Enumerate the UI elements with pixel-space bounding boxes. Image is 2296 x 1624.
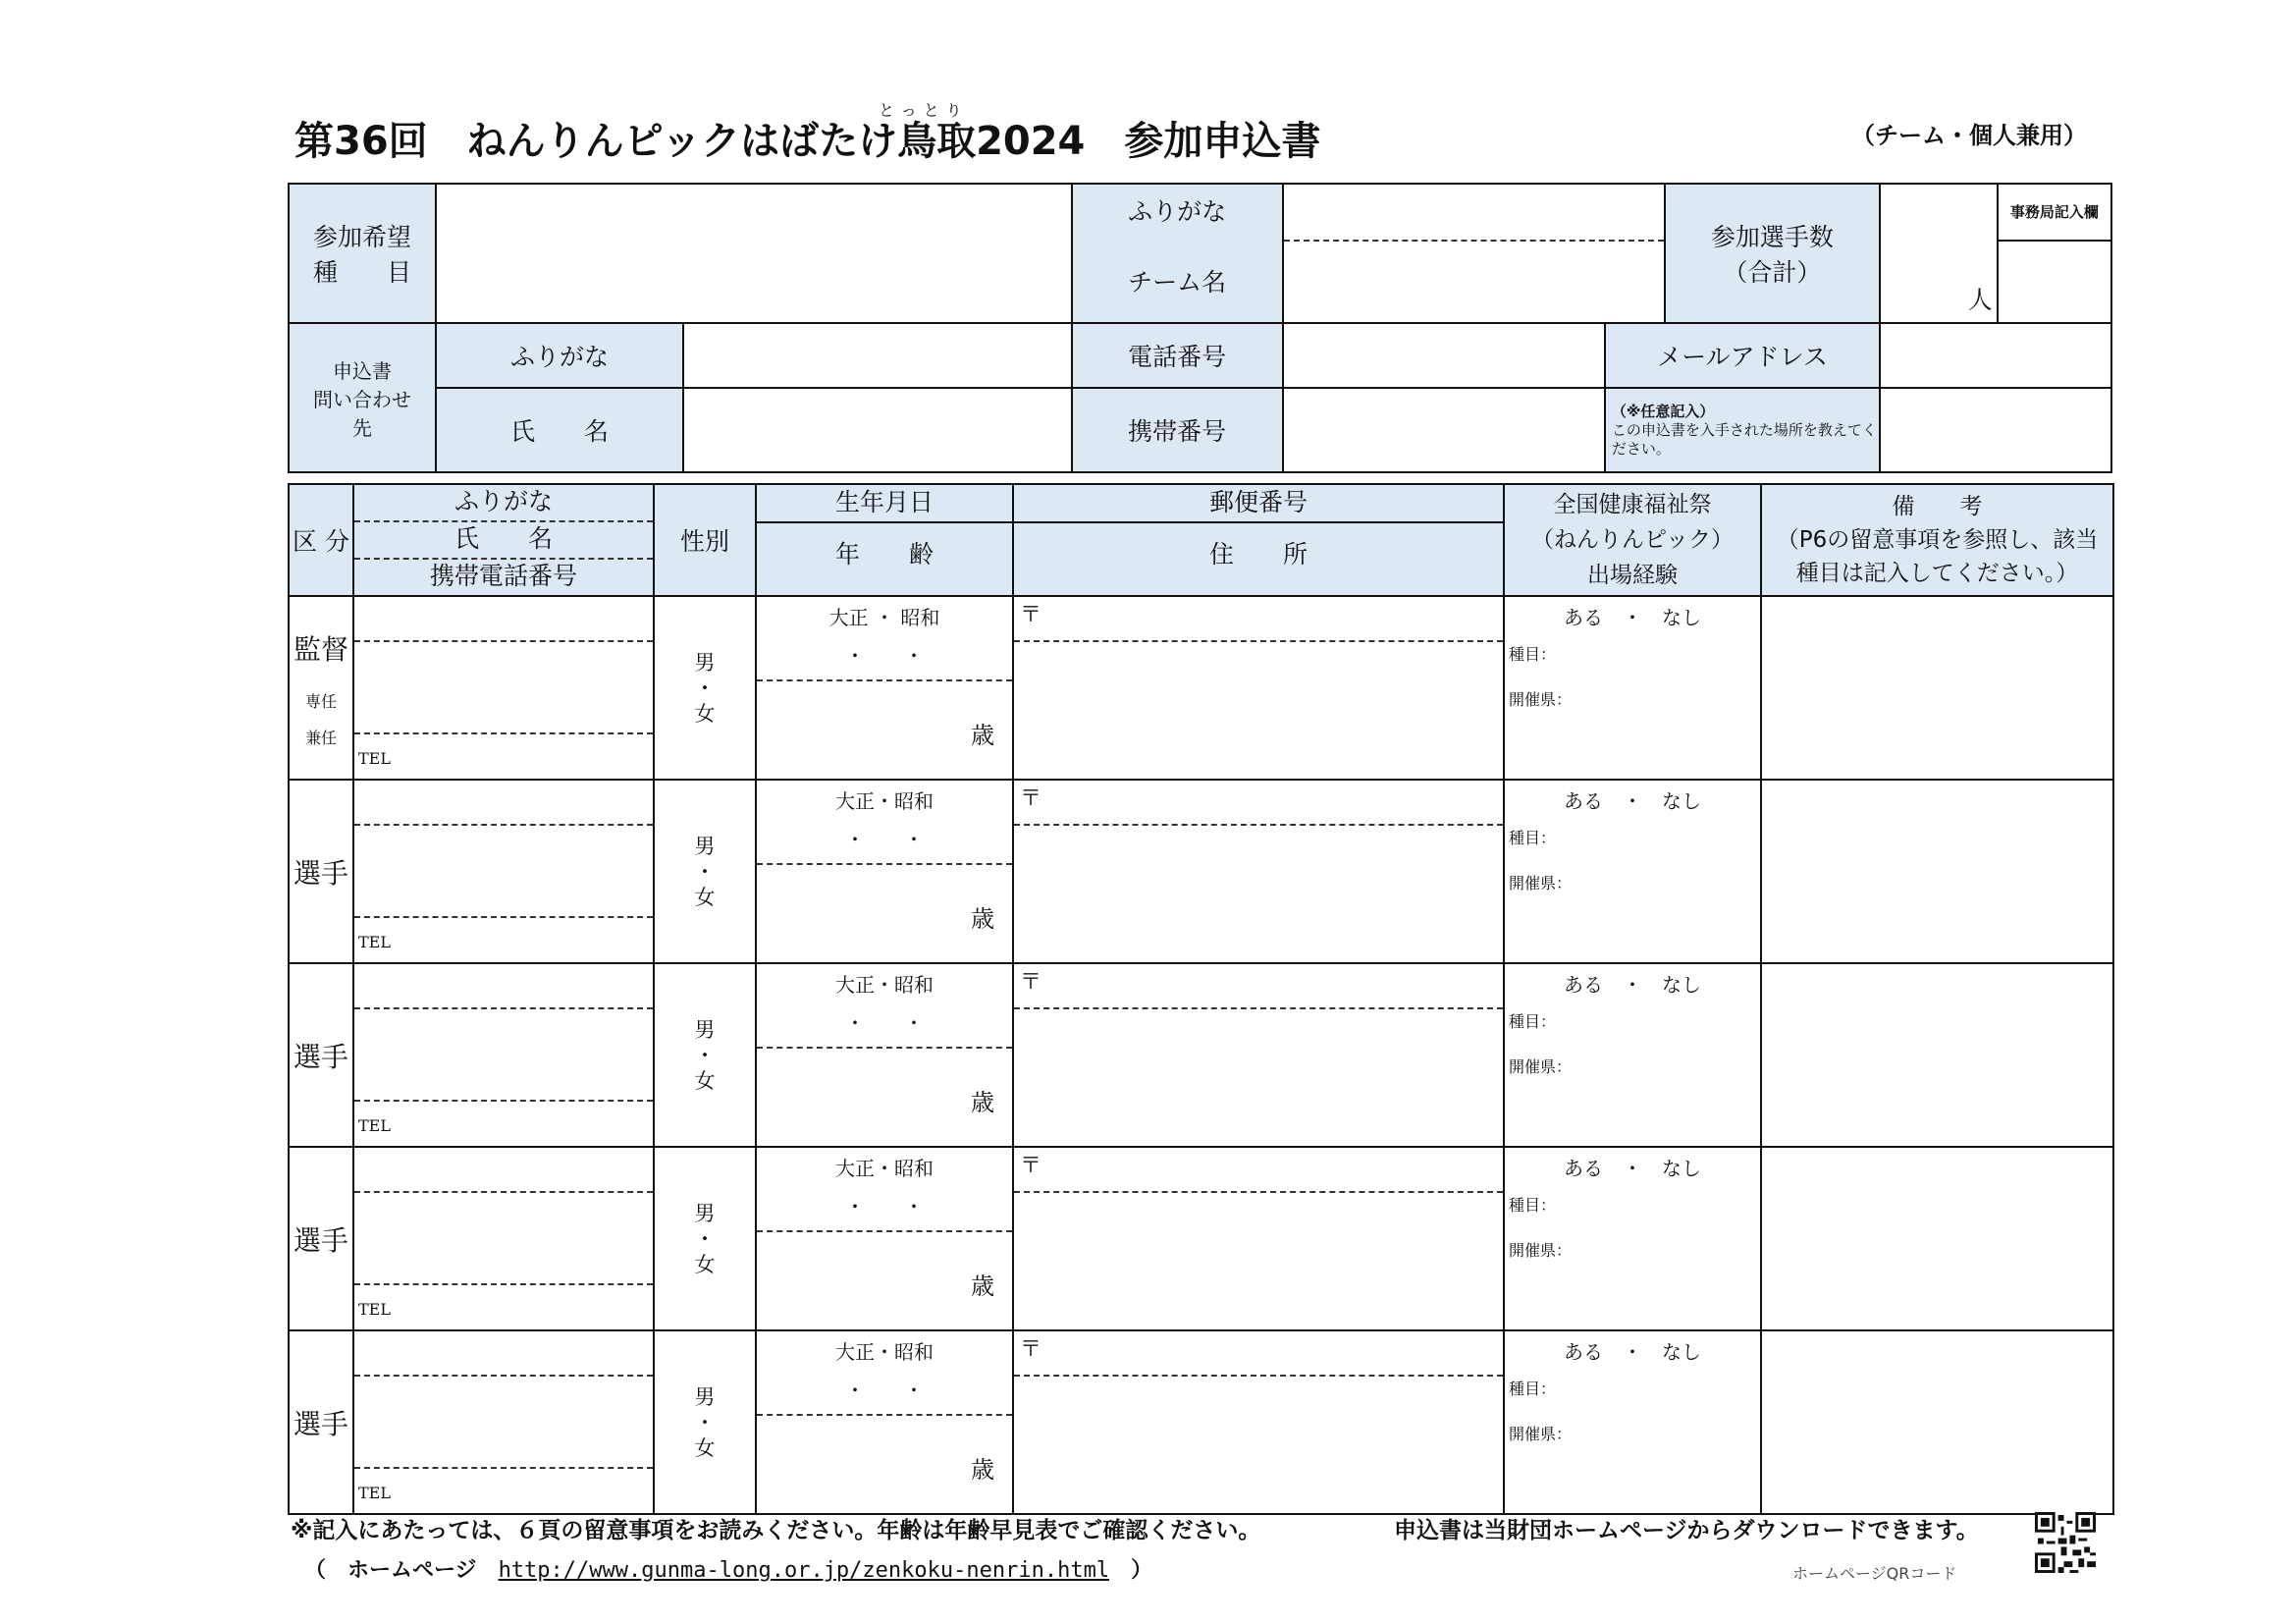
member-tel-field[interactable]: TEL: [358, 933, 391, 951]
member-name-cell[interactable]: [353, 1147, 654, 1330]
team-name-label: チーム名: [1128, 268, 1227, 297]
roster-row: [289, 780, 2113, 963]
member-furigana-field[interactable]: [354, 1331, 653, 1377]
member-name-cell[interactable]: [353, 780, 654, 963]
experience-cell[interactable]: [1504, 1330, 1761, 1514]
address-field[interactable]: [1014, 826, 1503, 959]
sex-options: 男 ・ 女: [694, 650, 716, 726]
sex-options: 男 ・ 女: [694, 834, 716, 909]
qr-code-icon[interactable]: [2035, 1512, 2096, 1573]
member-name-cell[interactable]: [353, 596, 654, 780]
sex-cell[interactable]: [654, 1147, 756, 1330]
birth-header: 生年月日 年 齢: [756, 484, 1013, 596]
birth-cell[interactable]: [756, 780, 1013, 963]
experience-host[interactable]: 開催県：: [1509, 1057, 1573, 1076]
age-field[interactable]: 歳: [971, 905, 994, 933]
sex-options: 男 ・ 女: [694, 1017, 716, 1093]
experience-event[interactable]: 種目：: [1509, 1196, 1557, 1215]
address-field[interactable]: [1014, 1193, 1503, 1326]
sex-cell[interactable]: [654, 596, 756, 780]
postal-field[interactable]: [1014, 597, 1503, 642]
roster-row: [289, 596, 2113, 780]
applicant-info-table: [288, 183, 2112, 473]
address-cell[interactable]: [1013, 596, 1504, 780]
birth-cell[interactable]: [756, 1147, 1013, 1330]
postal-field[interactable]: [1014, 1148, 1503, 1193]
address-header: 郵便番号 住 所: [1013, 484, 1504, 596]
member-name-field[interactable]: [354, 1377, 653, 1469]
birthdate-field[interactable]: ・ ・: [757, 1367, 1012, 1416]
notes-header: 備 考 （P6の留意事項を参照し、該当種目は記入してください。）: [1761, 484, 2113, 596]
sex-options: 男 ・ 女: [694, 1201, 716, 1276]
sex-options: 男 ・ 女: [694, 1384, 716, 1460]
address-field[interactable]: [1014, 642, 1503, 776]
optional-field[interactable]: [1880, 388, 2111, 472]
member-tel-field[interactable]: TEL: [358, 1116, 391, 1135]
member-name-field[interactable]: [354, 642, 653, 734]
address-field[interactable]: [1014, 1377, 1503, 1510]
experience-host[interactable]: 開催県：: [1509, 1241, 1573, 1260]
footer-download: 申込書は当財団ホームページからダウンロードできます。: [1394, 1518, 1979, 1543]
sex-cell[interactable]: [654, 780, 756, 963]
member-name-cell[interactable]: [353, 963, 654, 1147]
mobile-field[interactable]: [1283, 388, 1605, 472]
era-options: 大正・昭和: [835, 1157, 934, 1180]
team-labels: [1072, 184, 1283, 323]
address-cell[interactable]: [1013, 1330, 1504, 1514]
experience-host[interactable]: 開催県：: [1509, 1425, 1573, 1443]
experience-options: ある ・ なし: [1564, 1157, 1701, 1180]
member-name-field[interactable]: [354, 826, 653, 918]
player-count-field[interactable]: [1880, 184, 1998, 323]
birthdate-field[interactable]: ・ ・: [757, 632, 1012, 681]
address-cell[interactable]: [1013, 780, 1504, 963]
address-cell[interactable]: [1013, 1147, 1504, 1330]
member-furigana-field[interactable]: [354, 781, 653, 826]
birth-cell[interactable]: [756, 963, 1013, 1147]
role-label: 選手: [293, 856, 348, 890]
role-cell: [289, 596, 353, 780]
member-tel-field[interactable]: TEL: [358, 1484, 391, 1502]
sex-header: 性別: [654, 484, 756, 596]
email-field[interactable]: [1880, 323, 2111, 388]
postal-mark: 〒: [1020, 603, 1042, 627]
page-title: 第36回 ねんりんピックはばたけ鳥取2024 参加申込書: [294, 119, 1321, 164]
birthdate-field[interactable]: ・ ・: [757, 816, 1012, 865]
contact-furigana-field[interactable]: [683, 323, 1072, 388]
notes-field[interactable]: [1761, 596, 2113, 780]
notes-field[interactable]: [1761, 1330, 2113, 1514]
member-tel-field[interactable]: TEL: [358, 749, 391, 768]
experience-cell[interactable]: [1504, 1147, 1761, 1330]
roster-table: [288, 483, 2114, 1515]
team-name-field[interactable]: [1283, 184, 1665, 323]
person-unit: 人: [1967, 286, 1993, 314]
age-field[interactable]: 歳: [971, 1272, 994, 1300]
address-field[interactable]: [1014, 1009, 1503, 1143]
role-sub-2: 兼任: [304, 728, 337, 747]
footer-note: ※記入にあたっては、６頁の留意事項をお読みください。年齢は年齢早見表でご確認ください。: [291, 1518, 1261, 1543]
roster-row: [289, 1330, 2113, 1514]
notes-field[interactable]: [1761, 963, 2113, 1147]
birthdate-field[interactable]: ・ ・: [757, 1000, 1012, 1049]
page-subtitle: （チーム・個人兼用）: [1851, 122, 2087, 149]
optional-note: （※任意記入） この申込書を入手された場所を教えてください。: [1605, 388, 1880, 472]
era-options: 大正・昭和: [835, 1340, 934, 1364]
experience-event[interactable]: 種目：: [1509, 1380, 1557, 1398]
team-furigana-label: ふりがな: [1128, 197, 1227, 226]
email-label: メールアドレス: [1605, 323, 1880, 388]
sex-cell[interactable]: [654, 1330, 756, 1514]
member-furigana-field[interactable]: [354, 597, 653, 642]
notes-field[interactable]: [1761, 1147, 2113, 1330]
experience-options: ある ・ なし: [1564, 606, 1701, 629]
roster-header-row: [289, 484, 2113, 596]
name-header: ふりがな 氏 名 携帯電話番号: [353, 484, 654, 596]
experience-cell[interactable]: [1504, 963, 1761, 1147]
member-furigana-field[interactable]: [354, 964, 653, 1009]
contact-name-field[interactable]: [683, 388, 1072, 472]
experience-event[interactable]: 種目：: [1509, 1012, 1557, 1031]
postal-field[interactable]: [1014, 781, 1503, 826]
category-header: 区 分: [289, 484, 353, 596]
era-options: 大正・昭和: [835, 789, 934, 813]
role-cell: [289, 1330, 353, 1514]
birthdate-field[interactable]: ・ ・: [757, 1183, 1012, 1232]
footer-homepage: （ ホームページ http://www.gunma-long.or.jp/zenkoku-nenrin.html ）: [304, 1557, 1153, 1583]
roster-row: [289, 963, 2113, 1147]
role-label: 選手: [293, 1040, 348, 1073]
birth-cell[interactable]: [756, 1330, 1013, 1514]
roster-row: [289, 1147, 2113, 1330]
member-tel-field[interactable]: TEL: [358, 1300, 391, 1319]
notes-field[interactable]: [1761, 780, 2113, 963]
title-ruby: とっとり: [879, 101, 969, 120]
experience-options: ある ・ なし: [1564, 973, 1701, 997]
contact-furigana-label: ふりがな: [436, 323, 683, 388]
sex-cell[interactable]: [654, 963, 756, 1147]
experience-options: ある ・ なし: [1564, 789, 1701, 813]
experience-event[interactable]: 種目：: [1509, 829, 1557, 847]
age-field[interactable]: 歳: [971, 722, 994, 749]
member-name-field[interactable]: [354, 1193, 653, 1285]
experience-header: 全国健康福祉祭 （ねんりんピック） 出場経験: [1504, 484, 1761, 596]
member-name-field[interactable]: [354, 1009, 653, 1102]
member-furigana-field[interactable]: [354, 1148, 653, 1193]
address-cell[interactable]: [1013, 963, 1504, 1147]
experience-host[interactable]: 開催県：: [1509, 874, 1573, 893]
team-furigana-input[interactable]: [1284, 185, 1664, 242]
role-sub-1: 専任: [304, 691, 337, 711]
experience-event[interactable]: 種目：: [1509, 645, 1557, 664]
postal-mark: 〒: [1020, 1154, 1042, 1178]
contact-label: 申込書 問い合わせ 先: [289, 323, 436, 472]
experience-cell[interactable]: [1504, 596, 1761, 780]
birth-cell[interactable]: [756, 596, 1013, 780]
role-label: 監督: [293, 632, 348, 666]
experience-cell[interactable]: [1504, 780, 1761, 963]
era-options: 大正 ・ 昭和: [828, 606, 940, 629]
role-label: 選手: [293, 1223, 348, 1257]
phone-field[interactable]: [1283, 323, 1605, 388]
postal-mark: 〒: [1020, 786, 1042, 811]
event-label: 参加希望 種 目: [289, 184, 436, 323]
office-use-cell: [1998, 184, 2111, 323]
role-label: 選手: [293, 1407, 348, 1440]
postal-mark: 〒: [1020, 970, 1042, 995]
mobile-label: 携帯番号: [1072, 388, 1283, 472]
postal-field[interactable]: [1014, 1331, 1503, 1377]
phone-label: 電話番号: [1072, 323, 1283, 388]
role-cell: [289, 963, 353, 1147]
office-use-label: 事務局記入欄: [1999, 185, 2110, 242]
homepage-link[interactable]: http://www.gunma-long.or.jp/zenkoku-nenrin.html: [498, 1558, 1110, 1583]
era-options: 大正・昭和: [835, 973, 934, 997]
member-name-cell[interactable]: [353, 1330, 654, 1514]
age-field[interactable]: 歳: [971, 1089, 994, 1116]
postal-field[interactable]: [1014, 964, 1503, 1009]
age-field[interactable]: 歳: [971, 1456, 994, 1484]
event-field[interactable]: [436, 184, 1072, 323]
player-count-label: 参加選手数 （合計）: [1665, 184, 1880, 323]
role-cell: [289, 1147, 353, 1330]
postal-mark: 〒: [1020, 1337, 1042, 1362]
experience-options: ある ・ なし: [1564, 1340, 1701, 1364]
experience-host[interactable]: 開催県：: [1509, 690, 1573, 709]
contact-name-label: 氏 名: [436, 388, 683, 472]
qr-label: ホームページQRコード: [1792, 1564, 1957, 1583]
role-cell: [289, 780, 353, 963]
